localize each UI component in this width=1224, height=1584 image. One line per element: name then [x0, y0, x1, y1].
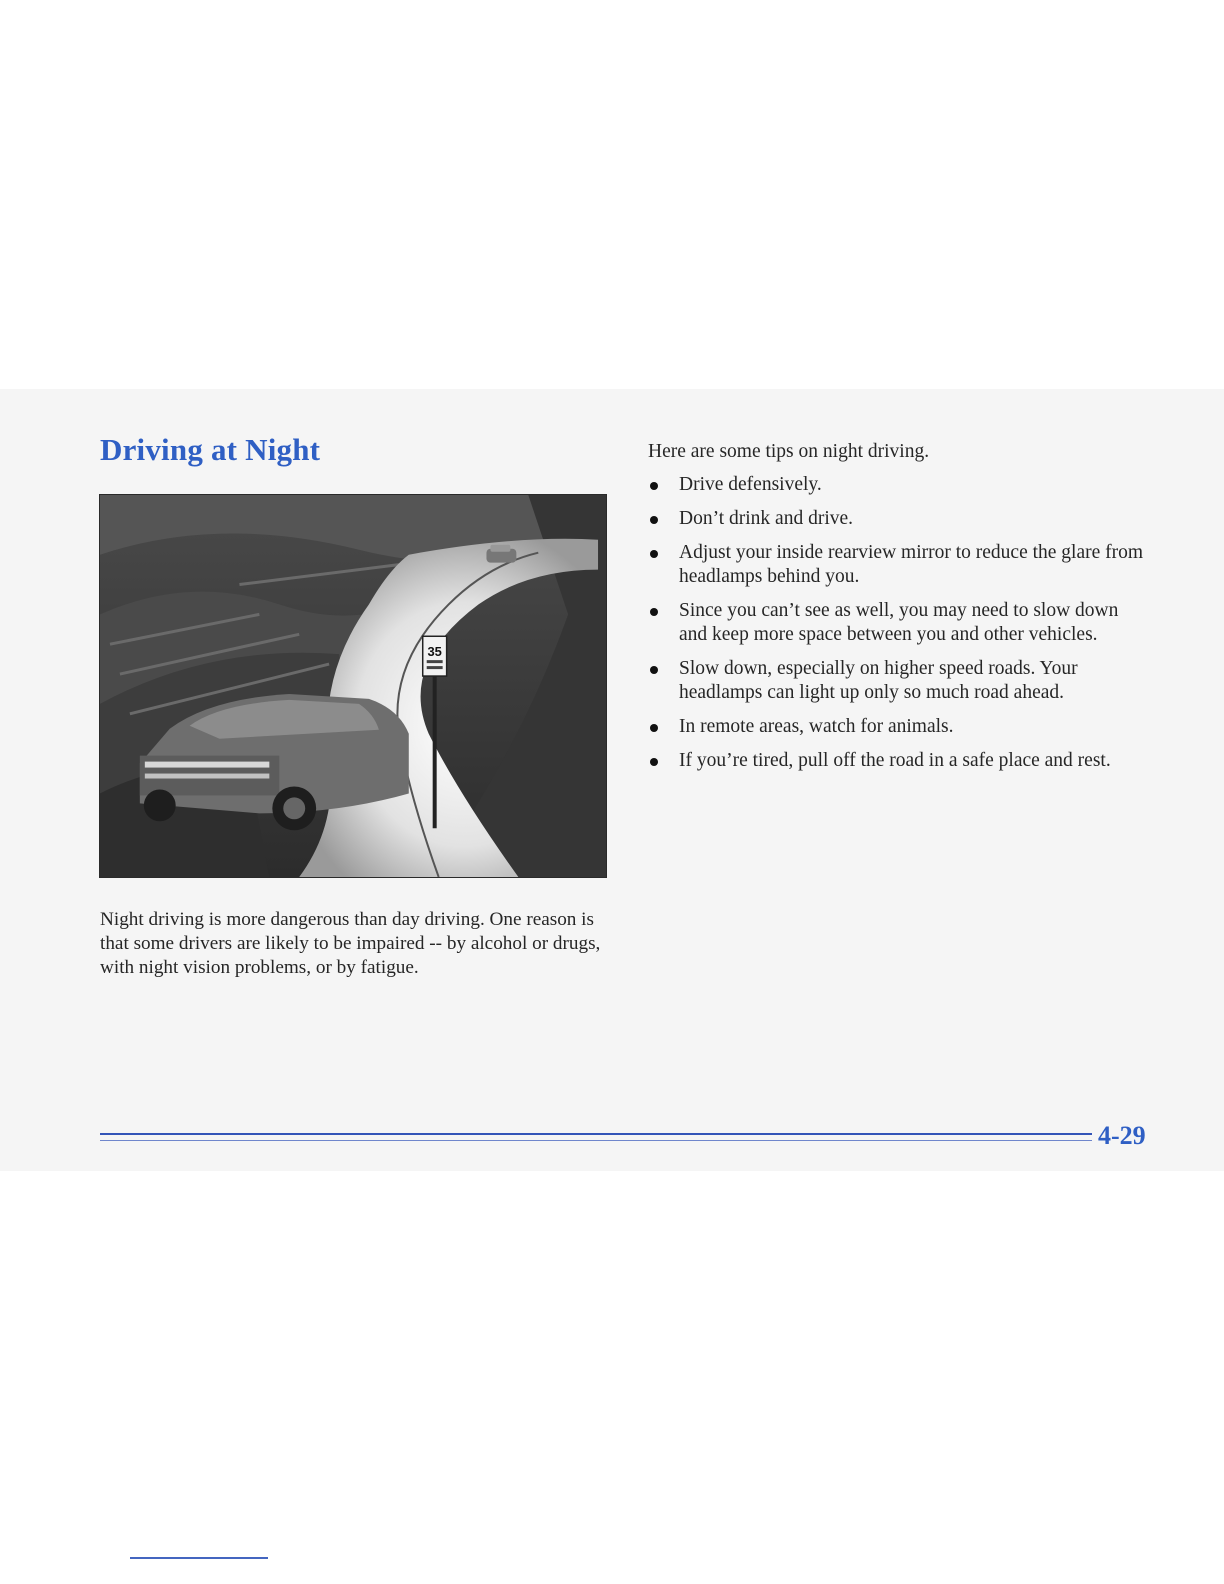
tip-item	[648, 749, 1148, 773]
tip-text: Drive defensively.	[679, 474, 822, 495]
bullet-icon	[650, 482, 658, 490]
tip-item	[648, 599, 1148, 647]
tip-item	[648, 473, 1148, 497]
bullet-icon	[650, 550, 658, 558]
bottom-short-rule	[130, 1557, 268, 1559]
page-number: 4-29	[1098, 1121, 1146, 1150]
tip-text: Don’t drink and drive.	[679, 508, 854, 529]
tip-text: In remote areas, watch for animals.	[679, 716, 954, 737]
bullet-icon	[650, 666, 658, 674]
intro-paragraph: Night driving is more dangerous than day driving. One reason is that some drivers are likely to be impaired -- by alcohol or drugs, with night vision problems, or by fatigue.	[100, 909, 601, 978]
footer-rule-thin	[100, 1140, 1092, 1141]
bullet-icon	[650, 758, 658, 766]
page-title: Driving at Night	[100, 432, 321, 467]
tips-lead: Here are some tips on night driving.	[648, 441, 930, 462]
bullet-icon	[650, 608, 658, 616]
illustration-svg	[100, 495, 606, 877]
tip-text: Slow down, especially on higher speed roads. Your headlamps can light up only so much road ahead.	[679, 658, 1078, 703]
bullet-icon	[650, 724, 658, 732]
footer-rule-thick	[100, 1133, 1092, 1135]
speed-sign-text: 35	[427, 644, 442, 660]
tip-item	[648, 541, 1148, 589]
tip-item	[648, 507, 1148, 531]
tip-text: If you’re tired, pull off the road in a safe place and rest.	[679, 750, 1111, 771]
night-driving-illustration	[99, 494, 607, 878]
bullet-icon	[650, 516, 658, 524]
tips-list	[648, 473, 1148, 783]
tip-item	[648, 715, 1148, 739]
tip-item	[648, 657, 1148, 705]
tip-text: Adjust your inside rearview mirror to reduce the glare from headlamps behind you.	[679, 542, 1144, 587]
tip-text: Since you can’t see as well, you may need to slow down and keep more space between you and other vehicles.	[679, 600, 1119, 645]
